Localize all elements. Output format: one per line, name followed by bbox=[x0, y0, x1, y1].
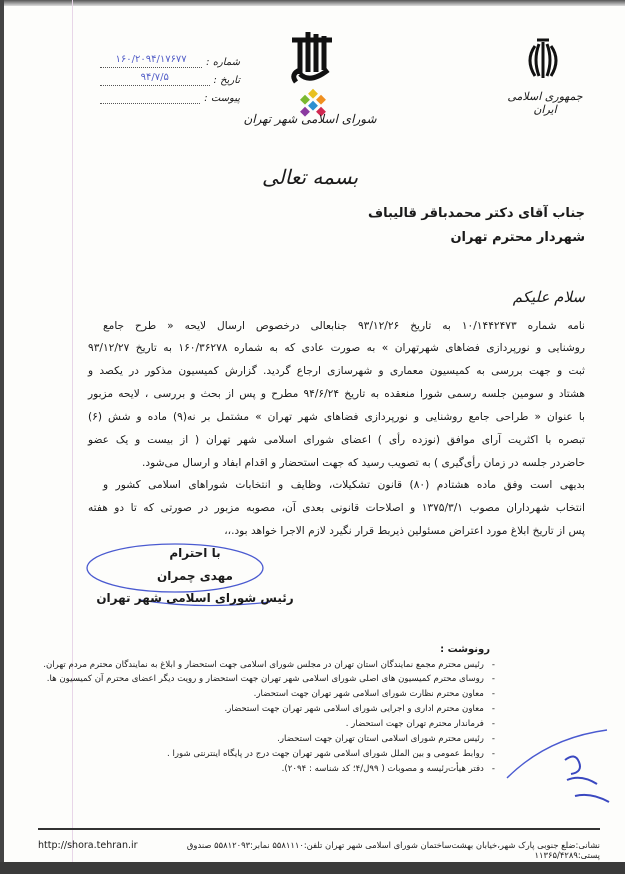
cc-item: - معاون محترم اداری و اجرایی شورای اسلامی شهر تهران جهت استحضار. bbox=[224, 704, 495, 714]
cc-item: - رئیس محترم شورای اسلامی استان تهران جهت استحضار. bbox=[277, 734, 495, 744]
scan-top-edge bbox=[0, 0, 625, 6]
date-label: تاریخ : bbox=[213, 75, 240, 86]
greeting: سلام علیکم bbox=[512, 288, 585, 306]
date-value: ۹۴/۷/۵ bbox=[100, 72, 210, 86]
iran-emblem-icon bbox=[523, 38, 563, 82]
attachment-field bbox=[100, 90, 240, 104]
scan-left-edge bbox=[0, 0, 4, 874]
number-label: شماره : bbox=[206, 57, 240, 68]
body-line: بدیهی است وفق ماده هشتادم (۸۰) قانون تشکیلات، وظایف و انتخابات شوراهای اسلامی کشور و bbox=[103, 479, 585, 491]
body-line: نامه شماره ۱۰/۱۴۴۲۴۷۳ به تاریخ ۹۳/۱۲/۲۶ جنابعالی درخصوص ارسال لایحه « طرح جامع bbox=[103, 320, 585, 332]
footer-divider bbox=[38, 828, 600, 830]
body-line: انتخاب شهرداران مصوب ۱۳۷۵/۳/۱ و اصلاحات قانونی بعدی آن، مصوبه مزبور در صورتی که تا دو هفته bbox=[88, 502, 585, 514]
handwritten-note-icon bbox=[505, 720, 615, 810]
body-line: روشنایی و نورپردازی فضاهای شهرتهران » به صورت عادی که به شماره ۱۶۰/۳۶۲۷۸ به تاریخ ۹۳/۱۲/۲۷ bbox=[88, 342, 586, 354]
cc-item: - روسای محترم کمیسیون های اصلی شورای اسلامی شهر تهران جهت استحضار و رویت دیگر اعضای محترم آن کمیسیون ها. bbox=[46, 674, 495, 684]
attachment-label: پیوست : bbox=[204, 93, 240, 104]
republic-caption: جمهوری اسلامی ایران bbox=[507, 90, 583, 116]
scan-bottom-edge bbox=[0, 862, 625, 874]
body-line: با عنوان « طراحی جامع روشنایی و نورپردازی فضاهای شهر تهران » مشتمل بر نه(۹) ماده و شش (۶) bbox=[88, 411, 586, 423]
footer bbox=[38, 840, 600, 860]
body-line: ثبت و جهت بررسی به کمیسیون معماری و شهرسازی ارجاع گردید. گزارش کمیسیون مذکور در یکصد و bbox=[88, 365, 585, 377]
body-line: تبصره با اکثریت آرای موافق (نوزده رأی ) اعضای شورای اسلامی شهر تهران ( از بیست و یک عضو bbox=[88, 434, 585, 446]
signatory-name: مهدی چمران bbox=[157, 569, 233, 583]
signatory-title: رئیس شورای اسلامی شهر تهران bbox=[96, 591, 294, 605]
body-line: حاضردر جلسه در زمان رأی‌گیری ) به تصویب رسید که جهت استحضار و اقدام ابفاد و ارسال می‌شود. bbox=[142, 457, 585, 469]
council-logo-icon bbox=[282, 22, 346, 122]
cc-item: - رئیس محترم مجمع نمایندگان استان تهران در مجلس شورای اسلامی جهت استحضار و ابلاغ به نمایندگان محترم مردم تهران. bbox=[43, 660, 495, 670]
margin-line bbox=[72, 0, 73, 874]
body-line: پس از تاریخ ابلاغ مورد اعتراض مسئولین ذیربط قرار نگیرد لازم الاجرا خواهد بود.،، bbox=[224, 525, 585, 537]
basmala: بسمه تعالی bbox=[261, 165, 359, 189]
cc-item: - دفتر هیأت‌رئیسه و مصوبات ( ۹۹ل/۴؛ کد شناسه : ۲۰۹۴). bbox=[281, 764, 495, 774]
closing: با احترام bbox=[169, 546, 221, 560]
cc-item: - معاون محترم نظارت شورای اسلامی شهر تهران جهت استحضار. bbox=[253, 689, 495, 699]
addressee-title: شهردار محترم تهران bbox=[450, 230, 585, 245]
footer-website-link[interactable]: http://shora.tehran.ir bbox=[38, 840, 138, 851]
attachment-value bbox=[100, 90, 200, 104]
body-line: هشتاد و سومین جلسه رسمی شورا منعقده به تاریخ ۹۴/۶/۲۴ مطرح و پس از بحث و بررسی ، لایحه مزبور bbox=[88, 388, 585, 400]
cc-title: رونوشت : bbox=[440, 644, 490, 655]
cc-item: - فرماندار محترم تهران جهت استحضار . bbox=[345, 719, 495, 729]
addressee-name: جناب آقای دکتر محمدباقر قالیباف bbox=[368, 206, 585, 221]
number-value: ۱۶۰/۲۰۹۴/۱۷۶۷۷ bbox=[100, 54, 202, 68]
footer-address: نشانی:ضلع جنوبی پارک شهر،خیابان بهشت‌ساختمان شورای اسلامی شهر تهران تلفن:۵۵۸۱۱۱۰ نمابر:۵۵۸۱۲۰۹۳ صندوق پستی:۱۱۳۶۵/۴۲۸۹ bbox=[186, 840, 600, 860]
letter-number-field bbox=[100, 54, 240, 68]
letter-date-field bbox=[100, 72, 240, 86]
council-name: شورای اسلامی شهر تهران bbox=[243, 112, 377, 126]
cc-item: - روابط عمومی و بین الملل شورای اسلامی شهر تهران جهت درج در پایگاه اینترنتی شورا . bbox=[167, 749, 495, 759]
